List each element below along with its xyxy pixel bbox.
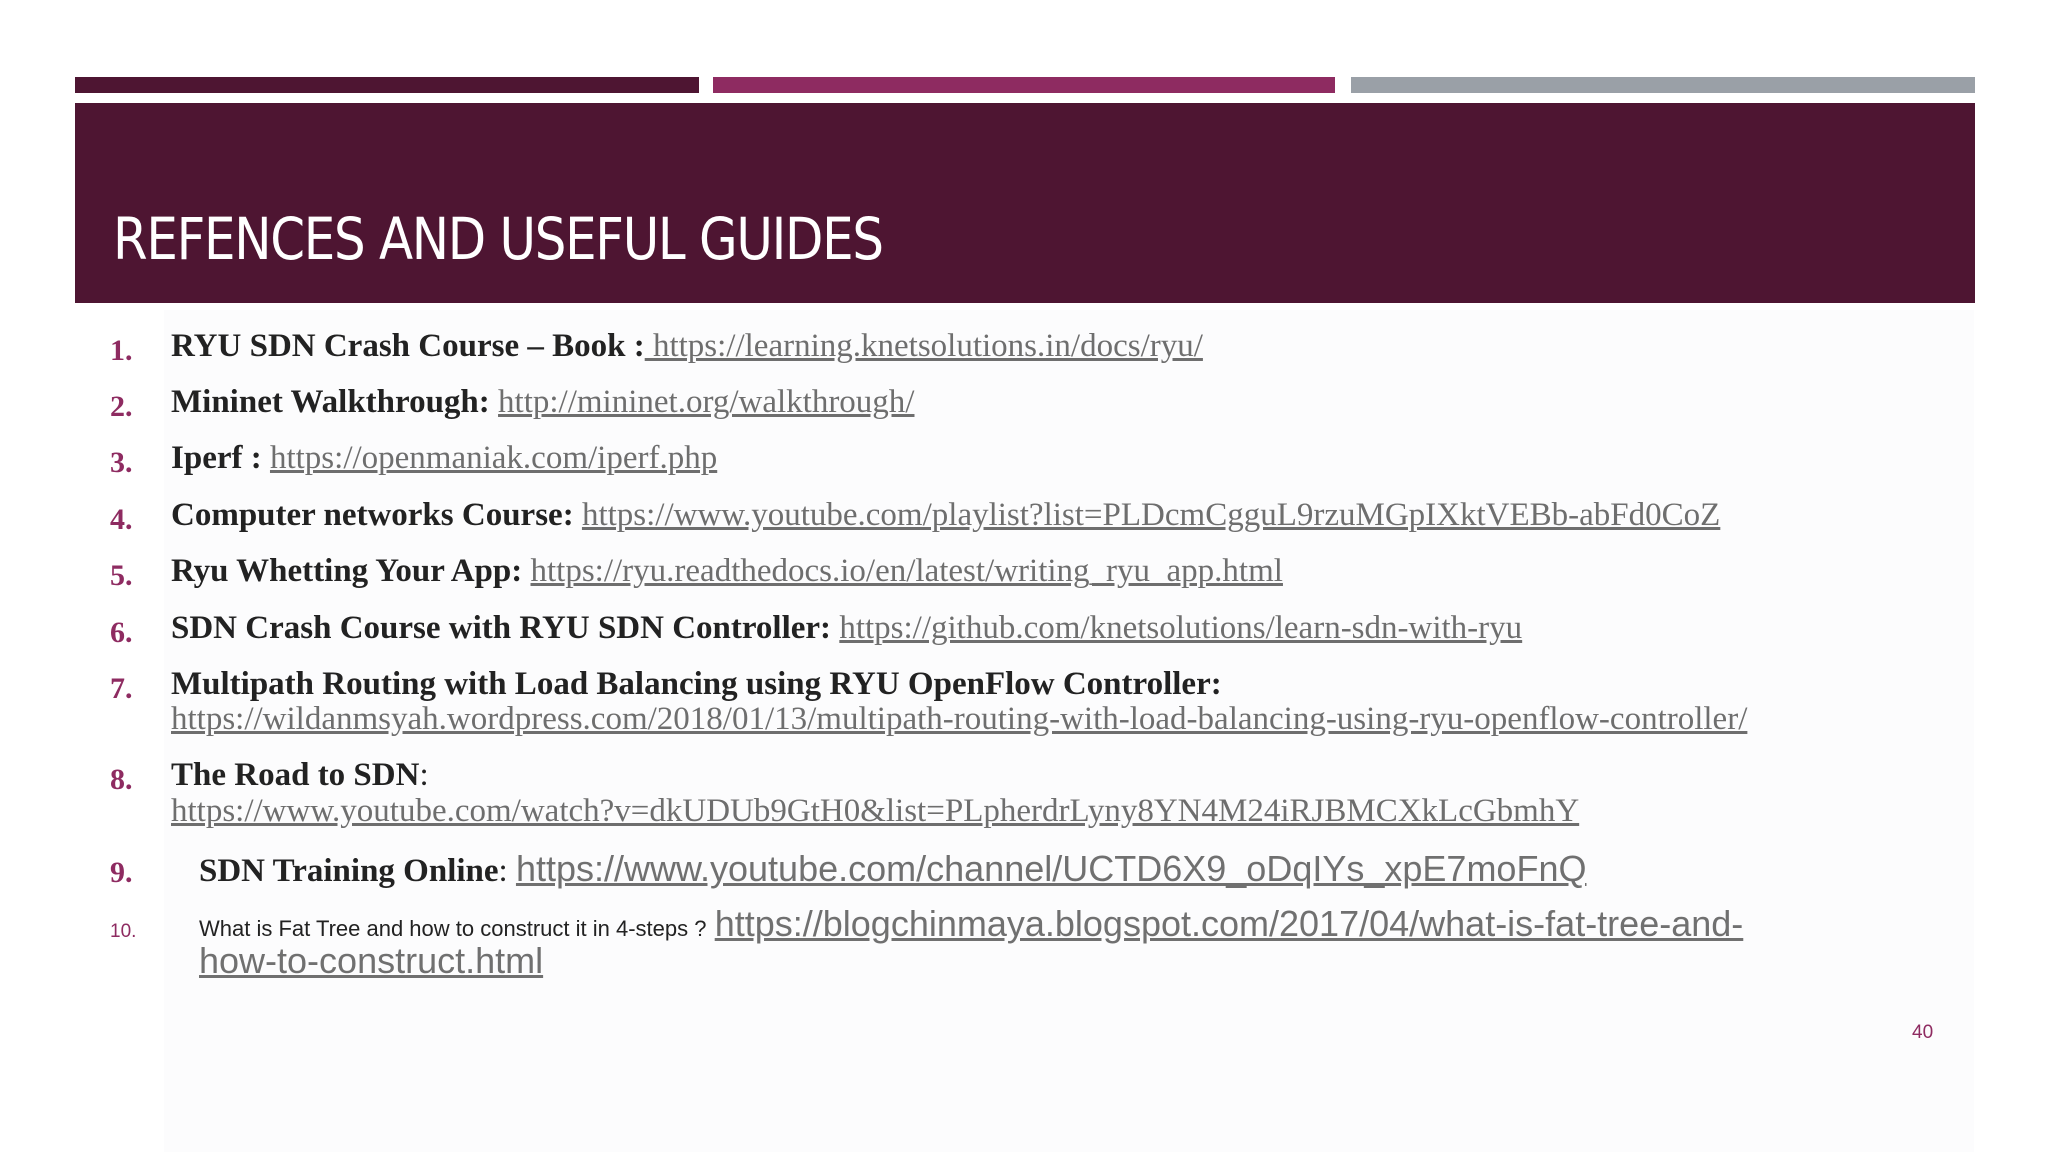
reference-label: What is Fat Tree and how to construct it in 4-steps ? bbox=[199, 916, 707, 941]
reference-item-3 bbox=[171, 440, 717, 477]
reference-number: 2. bbox=[110, 390, 133, 423]
reference-label: The Road to SDN bbox=[171, 757, 420, 793]
reference-link[interactable]: https://github.com/knetsolutions/learn-sdn-with-ryu bbox=[839, 610, 1523, 646]
page-number: 40 bbox=[1912, 1022, 1934, 1043]
reference-item-10-cont bbox=[199, 940, 543, 982]
reference-number: 5. bbox=[110, 559, 133, 592]
reference-number: 1. bbox=[110, 334, 133, 367]
reference-label: SDN Crash Course with RYU SDN Controller: bbox=[171, 610, 832, 646]
reference-label: Iperf : bbox=[171, 440, 262, 476]
reference-link-continued[interactable]: how-to-construct.html bbox=[199, 940, 544, 981]
reference-link[interactable]: https://learning.knetsolutions.in/docs/ryu/ bbox=[644, 328, 1203, 364]
reference-label: RYU SDN Crash Course – Book : bbox=[171, 328, 645, 364]
reference-number: 10. bbox=[110, 921, 137, 942]
reference-number: 6. bbox=[110, 616, 133, 649]
reference-label: Computer networks Course: bbox=[171, 497, 574, 533]
reference-item-1 bbox=[171, 328, 1203, 365]
reference-label: Multipath Routing with Load Balancing using RYU OpenFlow Controller: bbox=[171, 666, 1222, 702]
reference-link[interactable]: https://www.youtube.com/watch?v=dkUDUb9GtH0&list=PLpherdrLyny8YN4M24iRJBMCXkLcGbmhY bbox=[171, 793, 1580, 829]
reference-number: 3. bbox=[110, 446, 133, 479]
reference-number: 4. bbox=[110, 503, 133, 536]
reference-colon: : bbox=[498, 853, 516, 889]
reference-link[interactable]: https://blogchinmaya.blogspot.com/2017/04/what-is-fat-tree-and- bbox=[714, 903, 1744, 944]
reference-item-8-label bbox=[171, 757, 429, 794]
reference-link[interactable]: https://ryu.readthedocs.io/en/latest/writing_ryu_app.html bbox=[530, 553, 1283, 589]
reference-item-7-url bbox=[171, 701, 1747, 738]
reference-number: 7. bbox=[110, 672, 133, 705]
reference-label: Ryu Whetting Your App: bbox=[171, 553, 523, 589]
reference-link[interactable]: https://wildanmsyah.wordpress.com/2018/01/13/multipath-routing-with-load-balancing-using-ryu-openflow-controller/ bbox=[171, 701, 1748, 737]
reference-link[interactable]: https://www.youtube.com/playlist?list=PLDcmCgguL9rzuMGpIXktVEBb-abFd0CoZ bbox=[581, 497, 1721, 533]
reference-number: 8. bbox=[110, 763, 133, 796]
reference-number: 9. bbox=[110, 856, 133, 889]
reference-item-7-label bbox=[171, 666, 1222, 703]
reference-item-6 bbox=[171, 610, 1522, 647]
reference-link[interactable]: https://openmaniak.com/iperf.php bbox=[269, 440, 718, 476]
reference-item-5 bbox=[171, 553, 1283, 590]
reference-label: SDN Training Online bbox=[199, 853, 499, 889]
reference-link[interactable]: https://www.youtube.com/channel/UCTD6X9_oDqIYs_xpE7moFnQ bbox=[515, 848, 1587, 889]
reference-label: Mininet Walkthrough: bbox=[171, 384, 490, 420]
reference-colon: : bbox=[419, 757, 429, 793]
slide-title: REFENCES AND USEFUL GUIDES bbox=[113, 205, 883, 273]
reference-item-2 bbox=[171, 384, 914, 421]
reference-item-4 bbox=[171, 497, 1720, 534]
reference-item-9 bbox=[199, 848, 1586, 890]
reference-item-8-url bbox=[171, 793, 1579, 830]
reference-link[interactable]: http://mininet.org/walkthrough/ bbox=[498, 384, 915, 420]
reference-item-10 bbox=[199, 903, 1743, 945]
